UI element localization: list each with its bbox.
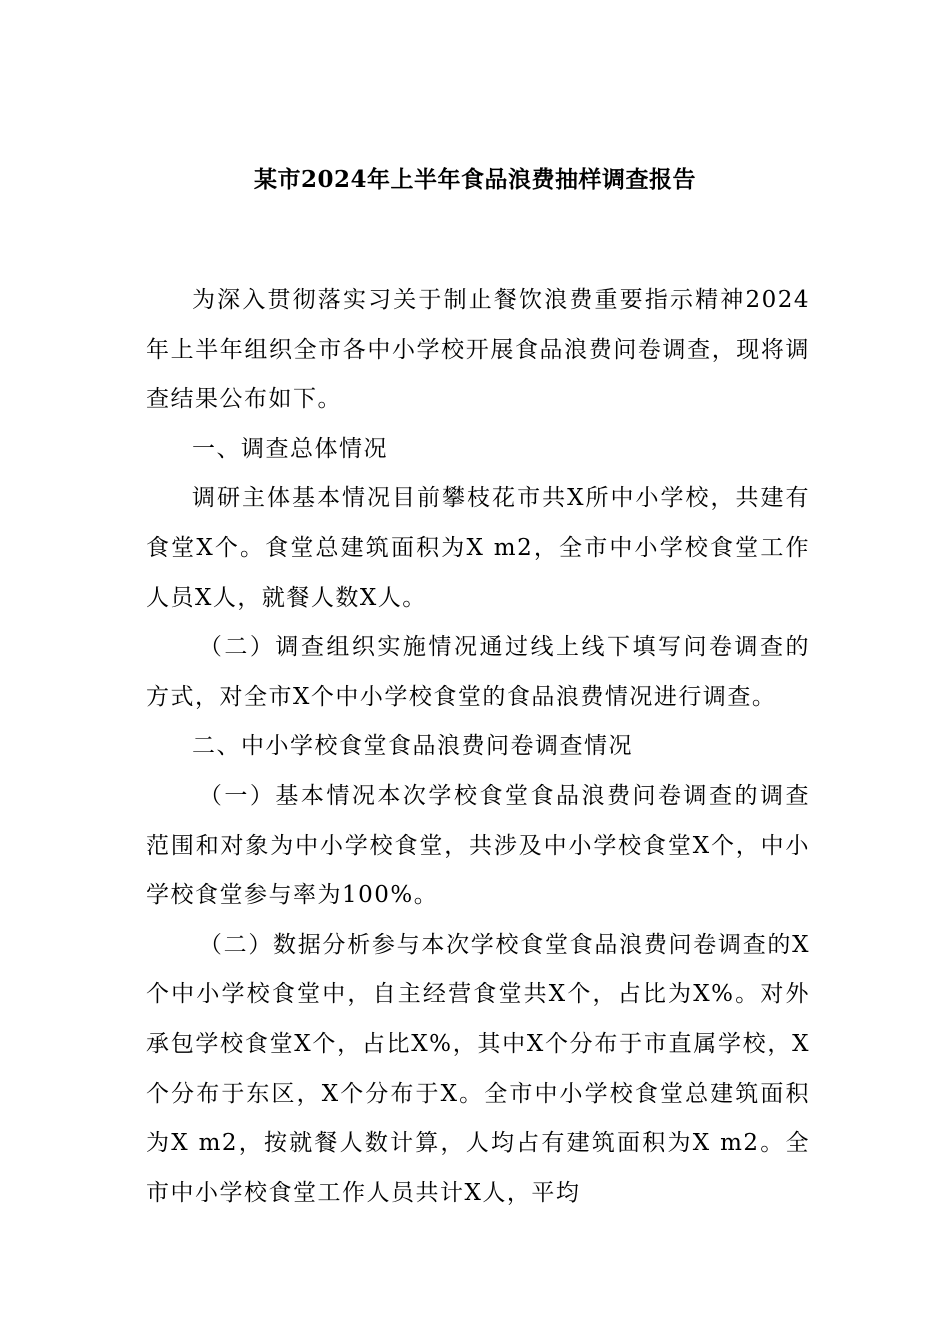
paragraph-implementation: （二）调查组织实施情况通过线上线下填写问卷调查的方式，对全市X个中小学校食堂的食品浪费情况进行调查。 — [146, 634, 810, 710]
paragraph-survey-scope: （一）基本情况本次学校食堂食品浪费问卷调查的调查范围和对象为中小学校食堂，共涉及中小学校食堂X个，中小学校食堂参与率为100%。 — [146, 782, 810, 909]
document-body — [146, 276, 810, 1218]
paragraph-intro: 为深入贯彻落实习关于制止餐饮浪费重要指示精神2024年上半年组织全市各中小学校开展食品浪费问卷调查，现将调查结果公布如下。 — [146, 287, 810, 413]
paragraph-basic-info: 调研主体基本情况目前攀枝花市共X所中小学校，共建有食堂X个。食堂总建筑面积为X m2，全市中小学校食堂工作人员X人，就餐人数X人。 — [146, 485, 810, 611]
section-heading-2: 二、中小学校食堂食品浪费问卷调查情况 — [192, 733, 633, 760]
paragraph-data-analysis: （二）数据分析参与本次学校食堂食品浪费问卷调查的X个中小学校食堂中，自主经营食堂共X个，占比为X%。对外承包学校食堂X个，占比X%，其中X个分布于市直属学校，X个分布于东区，X个分布于X。全市中小学校食堂总建筑面积为X m2，按就餐人数计算，人均占有建筑面积为X m2。全市中小学校食堂工作人员共计X人，平均 — [146, 931, 810, 1206]
document-title: 某市2024年上半年食品浪费抽样调查报告 — [253, 166, 696, 193]
section-heading-1: 一、调查总体情况 — [192, 435, 388, 462]
